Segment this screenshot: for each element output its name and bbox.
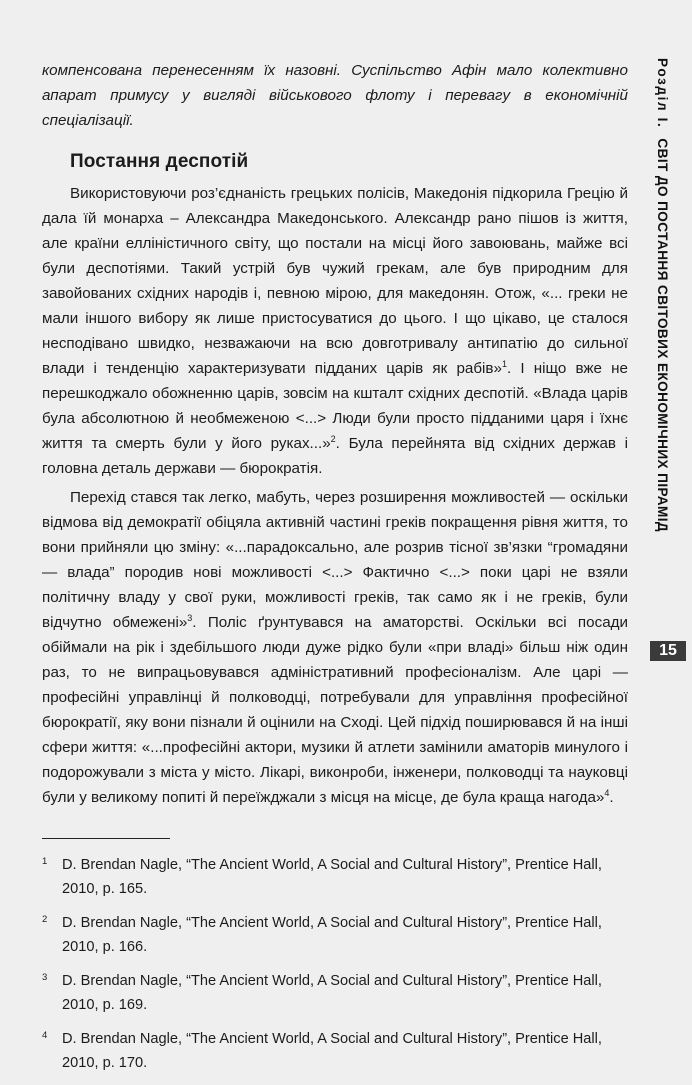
paragraph-2-text-a: Перехід стався так легко, мабуть, через розширення можливостей — оскільки відмова від демократії обіцяла активній частині греків покращення рівня життя, то вони прийняли цю зміну: «...парадоксально, але розрив тісної зв’язки “громадяни — влада” породив нові можливості <...> Фактично <...> поки царі не взяли політичну владу у свої руки, можливості греків, так само як і не греків, були відчутно обмежені»: [42, 489, 628, 631]
footnote-ref-2: 2: [330, 433, 336, 444]
footnote-3: [42, 969, 628, 1017]
paragraph-1-text-c: . Була перейнята від східних держав і головна деталь держави — бюрократія.: [42, 435, 629, 477]
footnote-2: [42, 911, 628, 959]
footnote-number: 1: [42, 856, 48, 867]
page-number-badge: 15: [650, 641, 686, 661]
footnote-1: [42, 853, 628, 901]
footnote-ref-4: 4: [604, 787, 610, 798]
paragraph-1-text-a: Використовуючи роз’єднаність грецьких полісів, Македонія підкорила Грецію й дала їй монарха – Александра Македонського. Александр рано пішов із життя, але країни елліністичного світу, що постали на місці його завоювань, майже всі були деспотіями. Такий устрій був чужий грекам, але був природним для завойованих східних народів і, певною мірою, для македонян. Отож, «... греки не мали іншого вибору як лише пристосуватися до цього. І що цікаво, це сталося несподівано швидко, незважаючи на всю довготривалу антипатію до сильної влади і тенденцію характеризувати підданих царів як рабів»: [42, 185, 628, 377]
footnote-number: 2: [42, 914, 48, 925]
footnote-number: 3: [42, 972, 48, 983]
paragraph-1: [42, 181, 628, 481]
footnote-text: D. Brendan Nagle, “The Ancient World, A Social and Cultural History”, Prentice Hall, 2010, p. 166.: [62, 915, 602, 955]
section-heading: Постання деспотій: [70, 151, 249, 172]
paragraph-1-text-b: . І ніщо вже не перешкоджало обожненню царів, зовсім на кшталт східних деспотій. «Влада царів була абсолютною й необмеженою <...> Люди були просто підданими царя і їхнє життя та смерть були у його руках...»: [42, 360, 628, 452]
footnote-text: D. Brendan Nagle, “The Ancient World, A Social and Cultural History”, Prentice Hall, 2010, p. 169.: [62, 973, 602, 1013]
chapter-sidebar: [645, 58, 679, 598]
chapter-title: СВІТ ДО ПОСТАННЯ СВІТОВИХ ЕКОНОМІЧНИХ ПІРАМІД: [655, 138, 670, 532]
main-text-column: [42, 58, 628, 1085]
footnote-ref-1: 1: [501, 358, 507, 369]
paragraph-2: [42, 485, 628, 810]
footnote-divider: [42, 838, 170, 839]
paragraph-2-text-b: . Поліс ґрунтувався на аматорстві. Оскільки всі посади обіймали на рік і здебільшого люди дуже рідко були «при владі» більш ніж один раз, то не випрацьовувався адміністративний професіоналізм. Але царі — професійні управлінці й полководці, потребували для управління професійної бюрократії, яку вони пізнали й оцінили на Сході. Цей підхід поширювався й на інші сфери життя: «...професійні актори, музики й атлети замінили аматорів минулого і подорожували з міста у місто. Лікарі, виконроби, інженери, полководці та науковці були у великому попиті й переїжджали з місця на місце, де була краща нагода»: [42, 614, 628, 806]
footnote-4: [42, 1027, 628, 1075]
chapter-running-header: [645, 58, 679, 598]
intro-paragraph: компенсована перенесенням їх назовні. Суспільство Афін мало колективно апарат примусу у вигляді військового флоту і перевагу в економічній спеціалізації.: [42, 62, 628, 129]
chapter-label: Розділ I.: [655, 58, 670, 129]
footnote-text: D. Brendan Nagle, “The Ancient World, A Social and Cultural History”, Prentice Hall, 2010, p. 165.: [62, 857, 602, 897]
footnote-text: D. Brendan Nagle, “The Ancient World, A Social and Cultural History”, Prentice Hall, 2010, p. 170.: [62, 1031, 602, 1071]
paragraph-2-text-c: .: [609, 789, 614, 806]
footnote-number: 4: [42, 1030, 48, 1041]
footnote-ref-3: 3: [187, 612, 193, 623]
